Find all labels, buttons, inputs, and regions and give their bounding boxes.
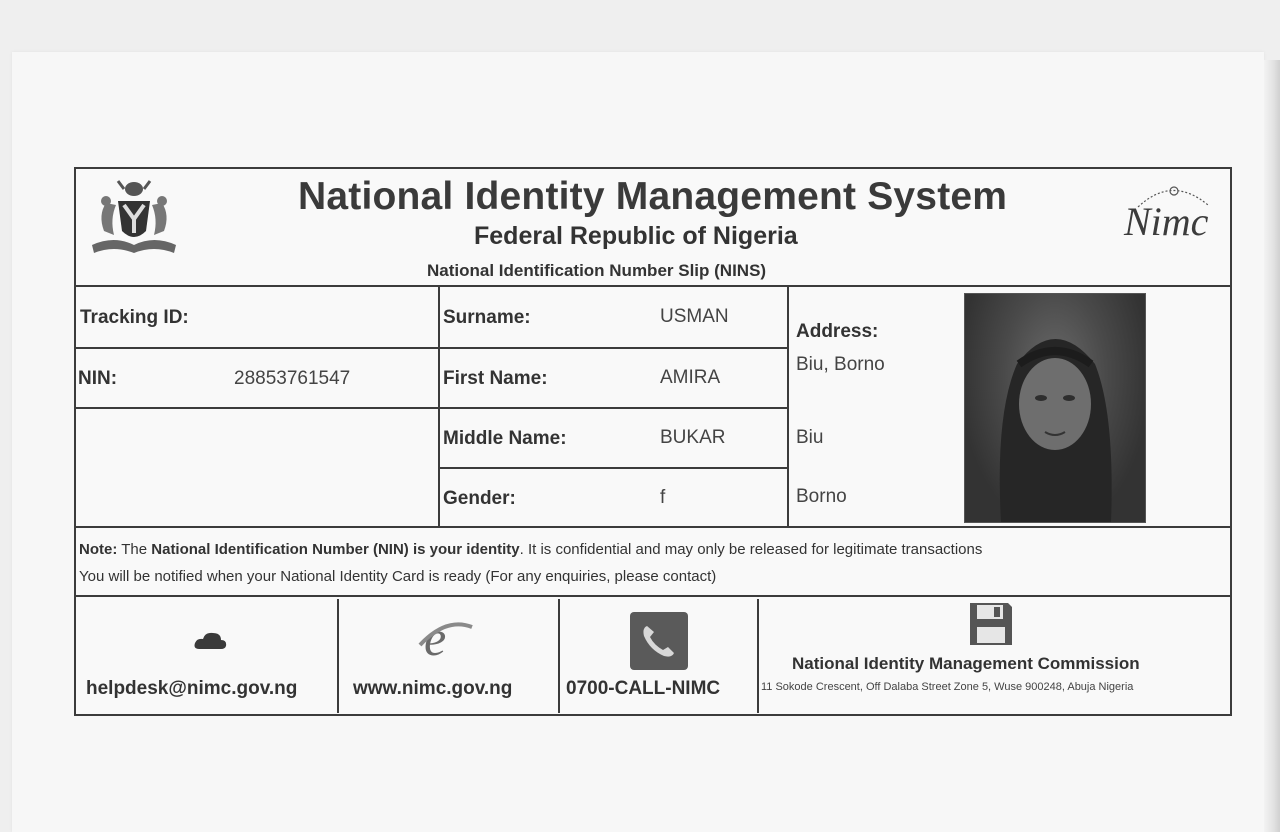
page-subtitle: Federal Republic of Nigeria <box>474 222 798 250</box>
slip-name: National Identification Number Slip (NINS) <box>427 261 767 280</box>
note-text-b: . It is confidential and may only be released for legitimate transactions <box>519 541 983 558</box>
row-divider-2a <box>76 407 789 409</box>
footer-divider-1 <box>337 599 339 713</box>
gender-label: Gender: <box>443 488 516 509</box>
note-prefix: Note: <box>79 541 118 558</box>
nimc-logo-icon <box>1120 181 1224 245</box>
address-line-1: Biu, Borno <box>796 354 885 375</box>
phone-icon <box>630 612 688 670</box>
body-divider <box>76 526 1230 528</box>
note-line-2: You will be notified when your National Identity Card is ready (For any enquiries, please contact) <box>79 568 717 585</box>
middle-name-label: Middle Name: <box>443 428 567 449</box>
nimc-logo-text: Nimc <box>1124 199 1209 244</box>
helpdesk-email-link[interactable]: helpdesk@nimc.gov.ng <box>86 678 298 699</box>
commission-name: National Identity Management Commission <box>792 654 1140 673</box>
tracking-id-label: Tracking ID: <box>80 307 189 328</box>
address-label: Address: <box>796 321 879 342</box>
first-name-value: AMIRA <box>660 367 721 388</box>
surname-label: Surname: <box>443 307 531 328</box>
holder-photo <box>964 293 1146 523</box>
commission-address: 11 Sokode Crescent, Off Dalaba Street Zone 5, Wuse 900248, Abuja Nigeria <box>761 681 1134 693</box>
gender-value: f <box>660 487 666 508</box>
coat-of-arms-icon <box>84 175 184 259</box>
footer-divider-3 <box>757 599 759 713</box>
row-divider-1a <box>76 347 789 349</box>
note-line-1 <box>79 541 982 558</box>
svg-text:e: e <box>424 610 447 665</box>
address-line-2: Biu <box>796 427 824 448</box>
nin-value: 28853761547 <box>234 368 351 389</box>
nin-slip <box>74 167 1232 716</box>
website-link[interactable]: www.nimc.gov.ng <box>353 678 513 699</box>
note-text-a: The <box>121 541 148 558</box>
first-name-label: First Name: <box>443 368 548 389</box>
note-divider <box>76 595 1230 597</box>
col-divider-1 <box>438 285 440 527</box>
middle-name-value: BUKAR <box>660 427 726 448</box>
col-divider-2 <box>787 285 789 527</box>
address-line-3: Borno <box>796 486 847 507</box>
row-divider-3 <box>438 467 789 469</box>
floppy-disk-icon <box>968 601 1014 647</box>
surname-value: USMAN <box>660 306 729 327</box>
header-divider <box>76 285 1230 287</box>
paper-edge <box>1264 60 1280 832</box>
footer-divider-2 <box>558 599 560 713</box>
page-title: National Identity Management System <box>298 175 1008 218</box>
note-emphasis: National Identification Number (NIN) is your identity <box>151 541 520 558</box>
phone-link[interactable]: 0700-CALL-NIMC <box>566 678 721 699</box>
internet-explorer-icon <box>416 609 476 665</box>
nin-label: NIN: <box>78 368 118 389</box>
cloud-icon <box>193 629 229 653</box>
